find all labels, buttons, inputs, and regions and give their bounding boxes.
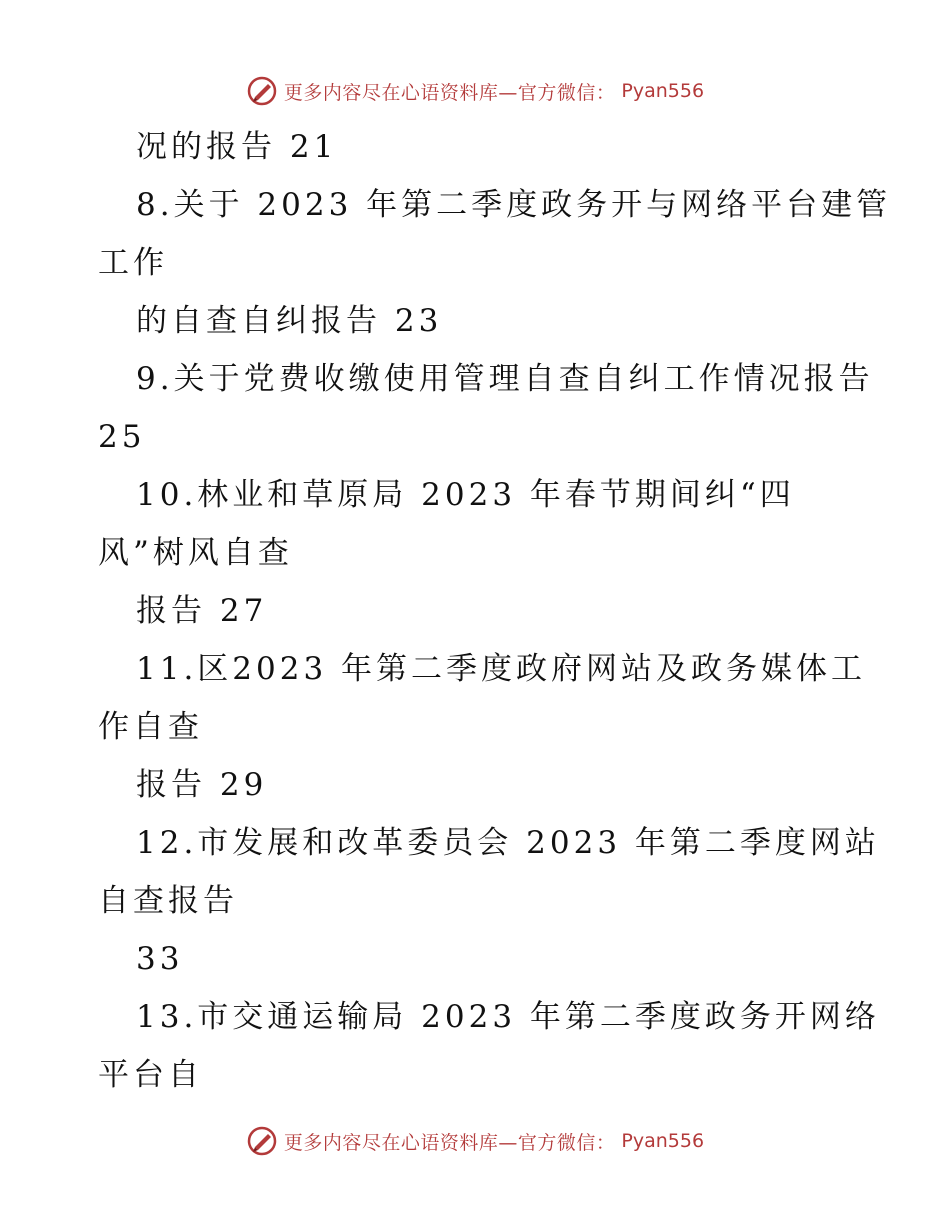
toc-line: 平台自 bbox=[98, 1057, 203, 1093]
toc-line: 13.市交通运输局 2023 年第二季度政务开网络 bbox=[136, 999, 880, 1035]
watermark-wechat-id: Pyan556 bbox=[621, 1130, 705, 1152]
toc-line: 33 bbox=[136, 941, 184, 977]
pen-logo-icon bbox=[246, 1125, 278, 1157]
toc-line: 8.关于 2023 年第二季度政务开与网络平台建管 bbox=[136, 187, 892, 223]
toc-line: 风”树风自查 bbox=[98, 535, 293, 571]
pen-logo-icon bbox=[246, 75, 278, 107]
header-watermark bbox=[0, 74, 950, 108]
toc-line: 的自查自纠报告 23 bbox=[136, 303, 443, 339]
toc-line: 9.关于党费收缴使用管理自查自纠工作情况报告 bbox=[136, 361, 874, 397]
toc-line: 11.区2023 年第二季度政府网站及政务媒体工 bbox=[136, 651, 867, 687]
toc-line: 作自查 bbox=[98, 709, 203, 745]
toc-content bbox=[98, 118, 892, 1104]
footer-watermark bbox=[0, 1124, 950, 1158]
watermark-text: 更多内容尽在心语资料库—官方微信： bbox=[283, 1131, 616, 1154]
toc-line: 25 bbox=[98, 419, 146, 455]
toc-line: 自查报告 bbox=[98, 883, 238, 919]
watermark-wechat-id: Pyan556 bbox=[621, 80, 705, 102]
watermark-text: 更多内容尽在心语资料库—官方微信： bbox=[283, 81, 616, 104]
toc-line: 10.林业和草原局 2023 年春节期间纠“四 bbox=[136, 477, 795, 513]
toc-line: 报告 29 bbox=[136, 767, 268, 803]
toc-line: 工作 bbox=[98, 245, 168, 281]
toc-line: 报告 27 bbox=[136, 593, 268, 629]
toc-line: 12.市发展和改革委员会 2023 年第二季度网站 bbox=[136, 825, 880, 861]
toc-line: 况的报告 21 bbox=[136, 129, 338, 165]
